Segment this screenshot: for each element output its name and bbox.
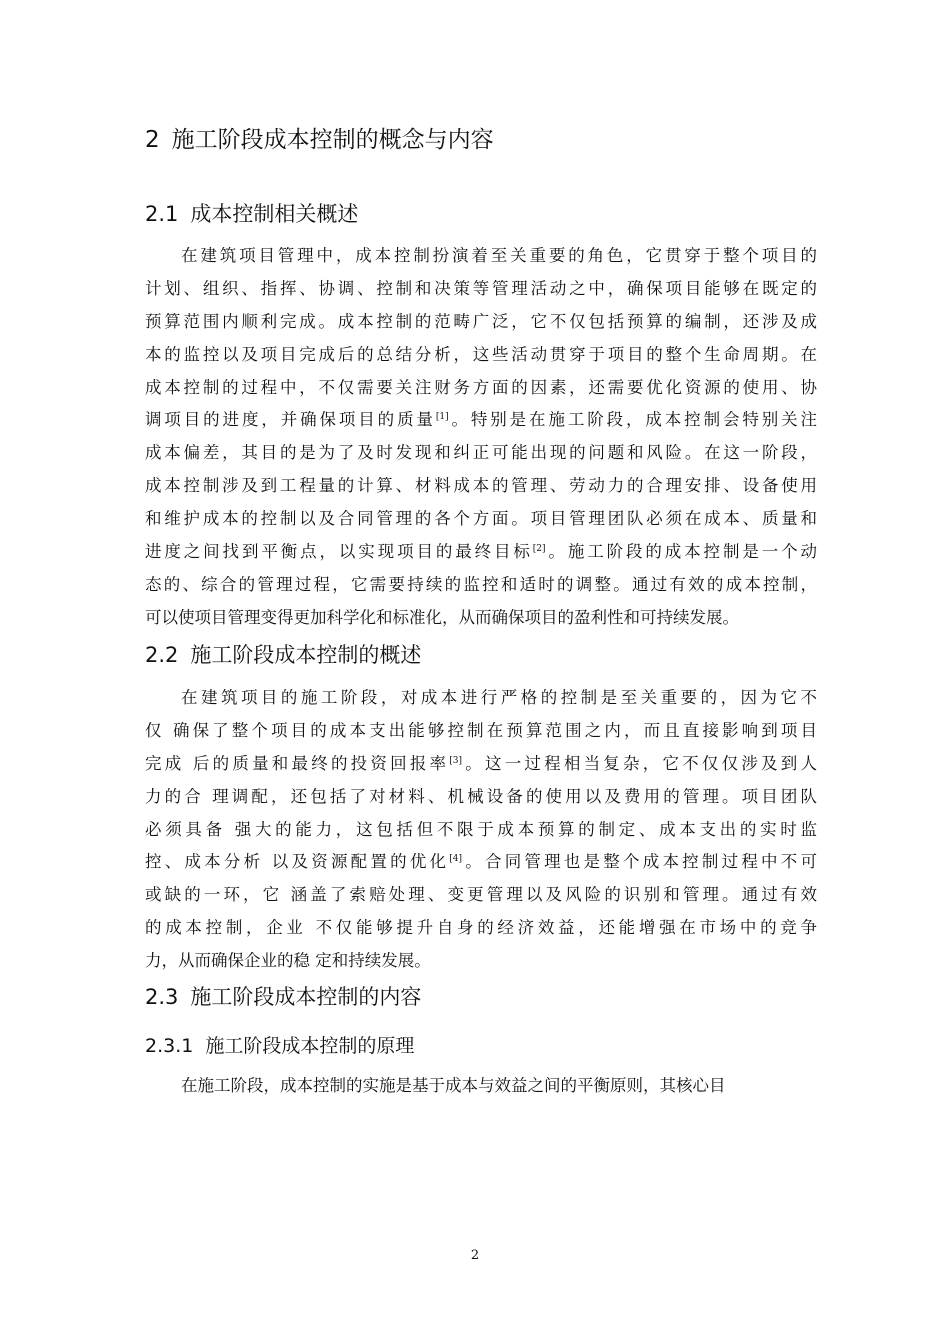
citation-ref: [1] xyxy=(435,412,449,423)
paragraph-line: 在施工阶段，成本控制的实施是基于成本与效益之间的平衡原则，其核心目 xyxy=(181,1076,726,1095)
paragraph-2-3-1 xyxy=(145,1070,817,1103)
paragraph-line xyxy=(145,404,817,437)
chapter-number: 2 xyxy=(145,127,160,153)
section-number: 2.1 xyxy=(145,202,179,226)
paragraph-line: 成本控制的过程中，不仅需要关注财务方面的因素，还需要优化资源的使用、协 xyxy=(145,377,817,397)
paragraph-line: 态的、综合的管理过程，它需要持续的监控和适时的调整。通过有效的成本控制， xyxy=(145,574,817,594)
paragraph-line: 的成本控制，企业 不仅能够提升自身的经济效益，还能增强在市场中的竞争 xyxy=(145,918,817,938)
section-heading-2-2 xyxy=(145,640,421,670)
paragraph-line: 力的合 理调配，还包括了对材料、机械设备的使用以及费用的管理。项目团队 xyxy=(145,786,817,806)
paragraph-line: 计划、组织、指挥、协调、控制和决策等管理活动之中，确保项目能够在既定的 xyxy=(145,278,817,298)
paragraph-line: 仅 确保了整个项目的成本支出能够控制在预算范围之内，而且直接影响到项目 xyxy=(145,720,817,740)
paragraph-line: 成本控制涉及到工程量的计算、材料成本的管理、劳动力的合理安排、设备使用 xyxy=(145,476,817,496)
subsection-number: 2.3.1 xyxy=(145,1035,194,1057)
paragraph-line: 成本偏差，其目的是为了及时发现和纠正可能出现的问题和风险。在这一阶段， xyxy=(145,443,817,463)
section-heading-2-1 xyxy=(145,199,358,229)
subsection-heading-2-3-1 xyxy=(145,1032,414,1060)
paragraph-line: 力，从而确保企业的稳 定和持续发展。 xyxy=(145,951,431,971)
line-text: 。施工阶段的成本控制是一个动 xyxy=(545,542,818,562)
paragraph-line: 或缺的一环，它 涵盖了索赔处理、变更管理以及风险的识别和管理。通过有效 xyxy=(145,885,817,905)
section-title: 施工阶段成本控制的概述 xyxy=(190,643,422,667)
section-number: 2.3 xyxy=(145,985,179,1009)
line-text: 调项目的进度，并确保项目的质量 xyxy=(145,410,436,430)
paragraph-line: 和维护成本的控制以及合同管理的各个方面。项目管理团队必须在成本、质量和 xyxy=(145,509,817,529)
section-title: 成本控制相关概述 xyxy=(190,202,359,226)
citation-ref: [3] xyxy=(449,755,463,766)
citation-ref: [2] xyxy=(532,544,546,555)
paragraph-line xyxy=(145,846,817,879)
paragraph-line xyxy=(145,536,817,569)
line-text: 。特别是在施工阶段，成本控制会特别关注 xyxy=(448,410,818,430)
line-text: 完成 后的质量和最终的投资回报率 xyxy=(145,753,450,773)
subsection-title: 施工阶段成本控制的原理 xyxy=(205,1035,415,1057)
paragraph-line xyxy=(145,748,817,781)
paragraph-line: 必须具备 强大的能力，这包括但不限于成本预算的制定、成本支出的实时监 xyxy=(145,819,817,839)
paragraph-line: 预算范围内顺利完成。成本控制的范畴广泛，它不仅包括预算的编制，还涉及成 xyxy=(145,311,817,331)
paragraph-2-2 xyxy=(145,682,817,978)
paragraph-line: 在建筑项目管理中，成本控制扮演着至关重要的角色，它贯穿于整个项目的 xyxy=(181,246,817,265)
line-text: 进度之间找到平衡点，以实现项目的最终目标 xyxy=(145,542,533,562)
section-title: 施工阶段成本控制的内容 xyxy=(190,985,422,1009)
paragraph-line: 本的监控以及项目完成后的总结分析，这些活动贯穿于项目的整个生命周期。在 xyxy=(145,344,817,364)
chapter-heading xyxy=(145,124,494,156)
paragraph-line: 可以使项目管理变得更加科学化和标准化，从而确保项目的盈利性和可持续发展。 xyxy=(145,607,739,627)
line-text: 。合同管理也是整个成本控制过程中不可 xyxy=(462,852,818,872)
section-heading-2-3 xyxy=(145,982,421,1012)
paragraph-2-1 xyxy=(145,240,817,635)
line-text: 控、成本分析 以及资源配置的优化 xyxy=(145,852,450,872)
line-text: 。这一过程相当复杂，它不仅仅涉及到人 xyxy=(462,753,818,773)
paragraph-line: 在建筑项目的施工阶段，对成本进行严格的控制是至关重要的，因为它不 xyxy=(181,688,817,707)
page-number: 2 xyxy=(470,1248,480,1263)
citation-ref: [4] xyxy=(449,854,463,865)
chapter-title: 施工阶段成本控制的概念与内容 xyxy=(171,127,494,153)
section-number: 2.2 xyxy=(145,643,179,667)
